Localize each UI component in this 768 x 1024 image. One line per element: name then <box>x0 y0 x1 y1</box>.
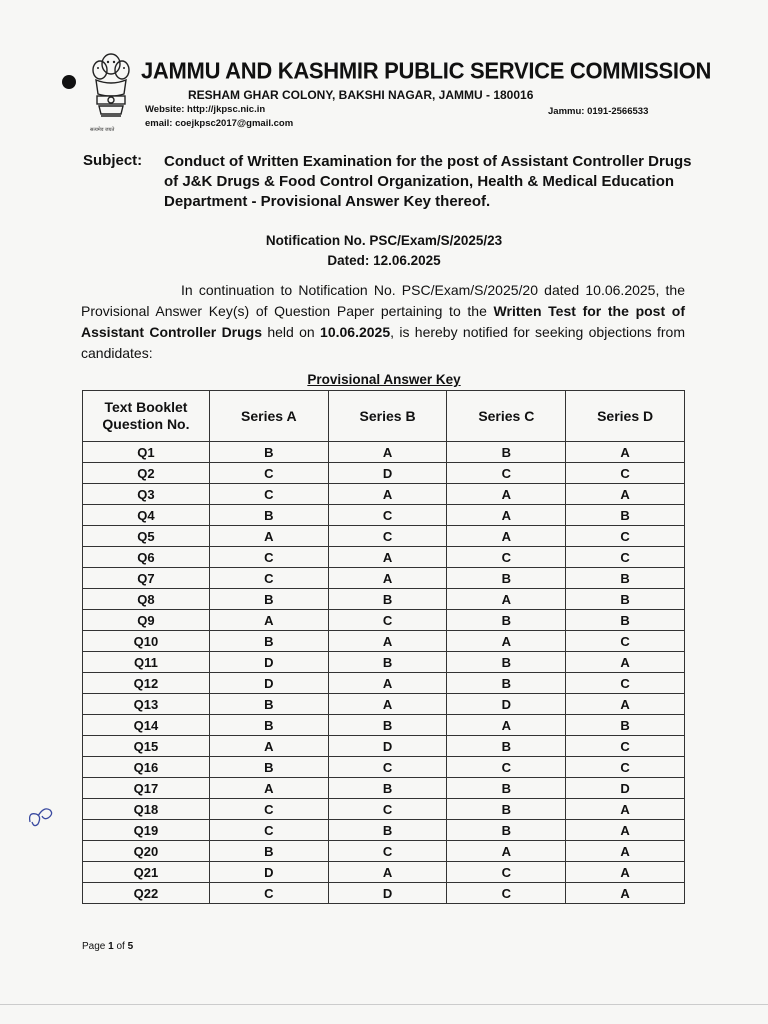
question-number-cell: Q16 <box>83 757 210 778</box>
answer-cell: C <box>209 547 328 568</box>
table-row <box>83 463 685 484</box>
answer-cell: A <box>328 442 447 463</box>
paragraph-bold-2: 10.06.2025 <box>320 324 391 340</box>
answer-cell: A <box>209 610 328 631</box>
answer-cell: B <box>209 841 328 862</box>
table-row <box>83 610 685 631</box>
national-emblem-icon <box>88 50 134 132</box>
question-number-cell: Q3 <box>83 484 210 505</box>
answer-cell: B <box>209 757 328 778</box>
answer-cell: B <box>447 652 566 673</box>
question-number-cell: Q20 <box>83 841 210 862</box>
question-number-cell: Q8 <box>83 589 210 610</box>
table-row <box>83 715 685 736</box>
question-number-cell: Q21 <box>83 862 210 883</box>
question-number-cell: Q19 <box>83 820 210 841</box>
answer-cell: C <box>566 673 685 694</box>
answer-cell: B <box>328 820 447 841</box>
question-number-cell: Q13 <box>83 694 210 715</box>
answer-cell: C <box>447 862 566 883</box>
subject-text: Conduct of Written Examination for the post of Assistant Controller Drugs of J&K Drugs & Food Control Organization, Health & Medical Education Department - Provisional Answer Key thereof. <box>164 153 692 210</box>
table-row <box>83 799 685 820</box>
answer-cell: A <box>566 841 685 862</box>
organization-name: JAMMU AND KASHMIR PUBLIC SERVICE COMMISSION <box>141 57 712 84</box>
answer-cell: B <box>209 715 328 736</box>
answer-cell: D <box>209 652 328 673</box>
answer-cell: A <box>209 778 328 799</box>
organization-website[interactable]: Website: http://jkpsc.nic.in <box>145 104 266 115</box>
answer-cell: B <box>447 673 566 694</box>
table-row <box>83 505 685 526</box>
answer-cell: A <box>328 547 447 568</box>
answer-cell: A <box>566 694 685 715</box>
question-number-cell: Q14 <box>83 715 210 736</box>
question-number-cell: Q11 <box>83 652 210 673</box>
paragraph-text-2: held on <box>262 324 321 340</box>
organization-address: RESHAM GHAR COLONY, BAKSHI NAGAR, JAMMU - 180016 <box>188 88 534 102</box>
question-number-cell: Q9 <box>83 610 210 631</box>
question-number-cell: Q6 <box>83 547 210 568</box>
subject-label: Subject: <box>83 152 143 169</box>
paragraph-text-1: In continuation to Notification No. PSC/Exam/S/2025/20 dated 10.06.2025, the Provisional Answer Key(s) of Question Paper pertaining to the <box>81 282 685 319</box>
answer-cell: B <box>447 736 566 757</box>
page-current: 1 <box>108 941 114 952</box>
page-number <box>82 941 133 952</box>
table-row <box>83 526 685 547</box>
organization-email[interactable]: email: coejkpsc2017@gmail.com <box>145 118 294 129</box>
answer-cell: A <box>447 526 566 547</box>
answer-cell: B <box>566 610 685 631</box>
notification-date: Dated: 12.06.2025 <box>327 253 441 268</box>
answer-cell: A <box>328 484 447 505</box>
answer-cell: B <box>209 442 328 463</box>
answer-cell: A <box>447 715 566 736</box>
answer-cell: B <box>209 631 328 652</box>
table-row <box>83 757 685 778</box>
header-series-a: Series A <box>209 391 328 442</box>
answer-cell: B <box>447 799 566 820</box>
body-paragraph <box>81 280 685 364</box>
table-row <box>83 484 685 505</box>
answer-cell: B <box>209 589 328 610</box>
answer-cell: C <box>209 463 328 484</box>
table-row <box>83 568 685 589</box>
answer-cell: B <box>566 589 685 610</box>
answer-cell: C <box>566 631 685 652</box>
answer-cell: B <box>328 589 447 610</box>
question-number-cell: Q17 <box>83 778 210 799</box>
table-row <box>83 547 685 568</box>
answer-cell: C <box>209 799 328 820</box>
page-edge <box>0 1004 768 1005</box>
emblem-caption: सत्यमेव जयते <box>90 127 115 133</box>
answer-cell: B <box>447 610 566 631</box>
table-row <box>83 673 685 694</box>
answer-cell: C <box>566 526 685 547</box>
question-number-cell: Q18 <box>83 799 210 820</box>
answer-cell: B <box>209 694 328 715</box>
paragraph-text-3: , is hereby notified for seeking objections from candidates: <box>81 324 685 361</box>
table-row <box>83 736 685 757</box>
answer-cell: A <box>566 442 685 463</box>
table-row <box>83 652 685 673</box>
answer-key-table <box>82 390 685 904</box>
answer-cell: C <box>566 757 685 778</box>
header-series-b: Series B <box>328 391 447 442</box>
header-series-c: Series C <box>447 391 566 442</box>
answer-cell: B <box>447 568 566 589</box>
answer-cell: A <box>328 673 447 694</box>
header-question-no: Text Booklet Question No. <box>83 391 210 442</box>
answer-cell: A <box>566 484 685 505</box>
table-header-row <box>83 391 685 442</box>
answer-cell: C <box>328 505 447 526</box>
answer-cell: A <box>328 862 447 883</box>
answer-cell: A <box>566 820 685 841</box>
table-row <box>83 841 685 862</box>
answer-cell: C <box>328 610 447 631</box>
question-number-cell: Q5 <box>83 526 210 547</box>
bullet-mark <box>62 75 76 89</box>
answer-cell: A <box>447 484 566 505</box>
answer-cell: B <box>447 442 566 463</box>
question-number-cell: Q4 <box>83 505 210 526</box>
answer-cell: A <box>447 841 566 862</box>
table-row <box>83 589 685 610</box>
page-of-label: of <box>116 941 125 952</box>
answer-cell: D <box>328 883 447 904</box>
page-total: 5 <box>127 941 134 952</box>
answer-cell: C <box>566 547 685 568</box>
answer-cell: B <box>566 568 685 589</box>
answer-cell: D <box>328 736 447 757</box>
answer-cell: B <box>328 778 447 799</box>
answer-cell: C <box>209 568 328 589</box>
answer-cell: B <box>566 715 685 736</box>
answer-cell: A <box>209 736 328 757</box>
answer-cell: A <box>566 799 685 820</box>
answer-cell: D <box>209 673 328 694</box>
answer-cell: C <box>566 463 685 484</box>
answer-cell: A <box>447 505 566 526</box>
notification-number: Notification No. PSC/Exam/S/2025/23 <box>265 233 503 248</box>
answer-cell: C <box>447 757 566 778</box>
answer-cell: A <box>566 652 685 673</box>
question-number-cell: Q2 <box>83 463 210 484</box>
table-row <box>83 862 685 883</box>
answer-cell: C <box>209 820 328 841</box>
answer-cell: A <box>328 631 447 652</box>
table-row <box>83 778 685 799</box>
table-row <box>83 442 685 463</box>
answer-cell: D <box>447 694 566 715</box>
answer-cell: C <box>328 526 447 547</box>
answer-cell: A <box>209 526 328 547</box>
answer-cell: B <box>447 778 566 799</box>
question-number-cell: Q10 <box>83 631 210 652</box>
answer-cell: A <box>566 862 685 883</box>
answer-cell: A <box>566 883 685 904</box>
answer-cell: C <box>447 463 566 484</box>
answer-cell: D <box>328 463 447 484</box>
answer-cell: C <box>328 799 447 820</box>
answer-cell: B <box>328 652 447 673</box>
table-row <box>83 883 685 904</box>
answer-key-title: Provisional Answer Key <box>307 372 461 387</box>
table-row <box>83 694 685 715</box>
question-number-cell: Q7 <box>83 568 210 589</box>
answer-cell: A <box>328 694 447 715</box>
header-series-d: Series D <box>566 391 685 442</box>
question-number-cell: Q1 <box>83 442 210 463</box>
paragraph-bold-1: Written Test for the post of Assistant Controller Drugs <box>81 303 685 340</box>
answer-cell: C <box>328 841 447 862</box>
answer-cell: D <box>566 778 685 799</box>
table-row <box>83 631 685 652</box>
answer-cell: B <box>328 715 447 736</box>
answer-cell: C <box>209 484 328 505</box>
answer-cell: A <box>328 568 447 589</box>
answer-cell: C <box>447 883 566 904</box>
organization-phone: Jammu: 0191-2566533 <box>548 106 649 117</box>
answer-cell: B <box>209 505 328 526</box>
question-number-cell: Q15 <box>83 736 210 757</box>
answer-cell: D <box>209 862 328 883</box>
answer-cell: C <box>328 757 447 778</box>
answer-cell: C <box>209 883 328 904</box>
page-label: Page <box>82 941 106 952</box>
table-row <box>83 820 685 841</box>
question-number-cell: Q12 <box>83 673 210 694</box>
answer-cell: C <box>566 736 685 757</box>
answer-cell: C <box>447 547 566 568</box>
answer-cell: B <box>447 820 566 841</box>
answer-cell: A <box>447 631 566 652</box>
handwritten-mark-icon <box>26 802 56 830</box>
answer-cell: A <box>447 589 566 610</box>
answer-cell: B <box>566 505 685 526</box>
question-number-cell: Q22 <box>83 883 210 904</box>
